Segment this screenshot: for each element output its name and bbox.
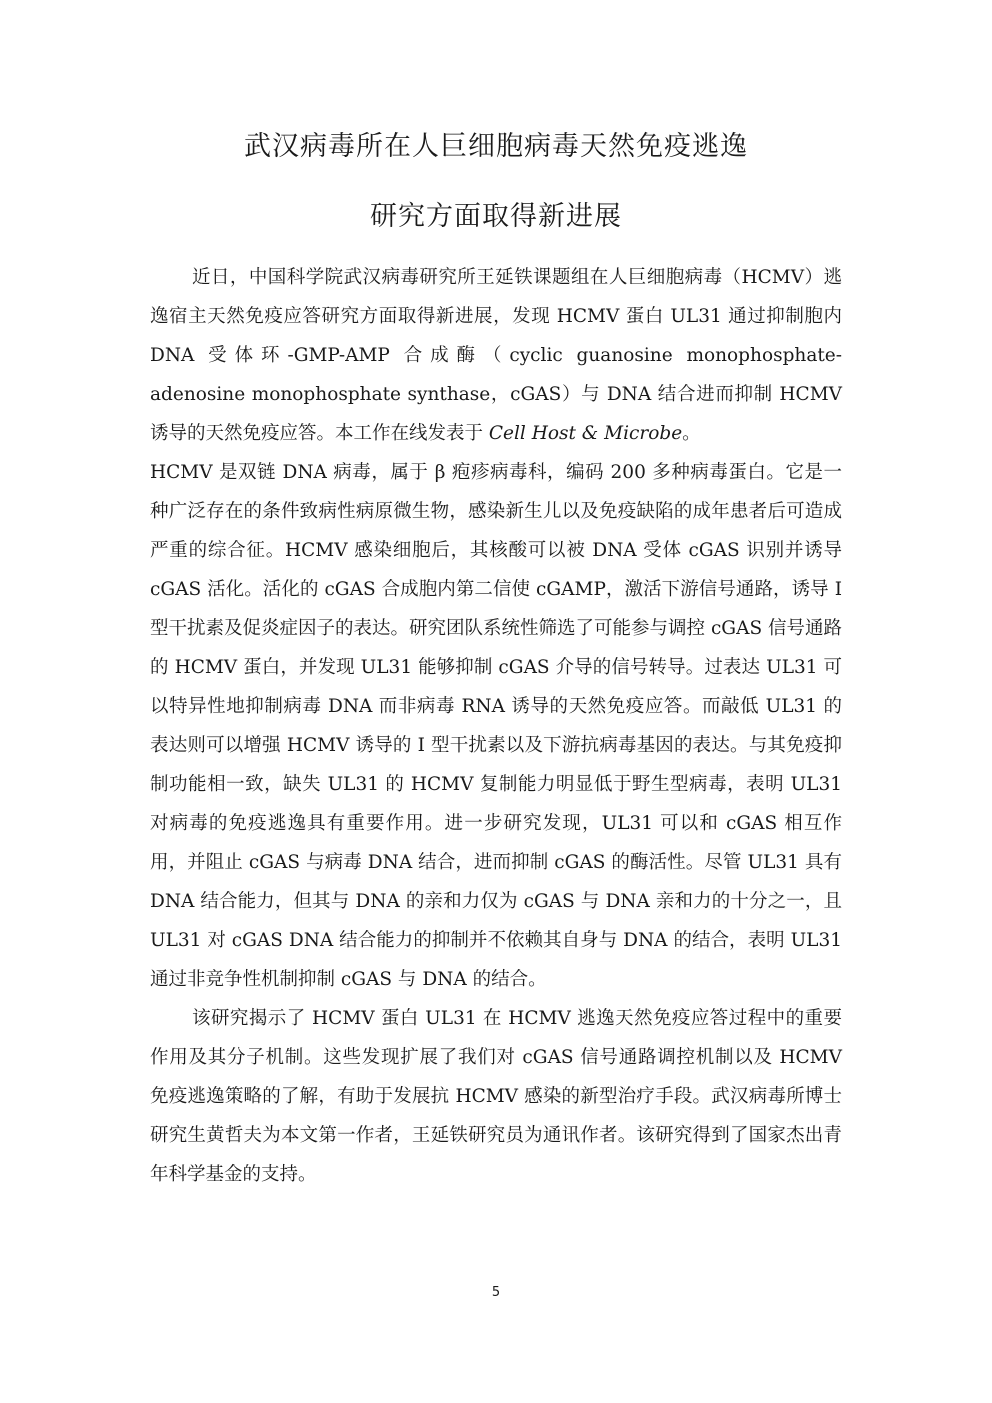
paragraph-1-text: 近日，中国科学院武汉病毒研究所王延铁课题组在人巨细胞病毒（HCMV）逃逸宿主天然免疫应答研究方面取得新进展，发现 HCMV 蛋白 UL31 通过抑制胞内 DNA 受体环-GMP-AMP 合成酶（cyclic guanosine monophosphate-adenosine monophosphate synthase，cGAS）与 DNA 结合进而抑制 HCMV 诱导的天然免疫应答。本工作在线发表于 — [150, 267, 842, 444]
paragraph-1 — [150, 258, 842, 453]
page-number: 5 — [491, 1285, 501, 1300]
article-title-line-1: 武汉病毒所在人巨细胞病毒天然免疫逃逸 — [244, 131, 748, 162]
paragraph-2: HCMV 是双链 DNA 病毒，属于 β 疱疹病毒科，编码 200 多种病毒蛋白。它是一种广泛存在的条件致病性病原微生物，感染新生儿以及免疫缺陷的成年患者后可造成严重的综合征。HCMV 感染细胞后，其核酸可以被 DNA 受体 cGAS 识别并诱导 cGAS 活化。活化的 cGAS 合成胞内第二信使 cGAMP，激活下游信号通路，诱导 I 型干扰素及促炎症因子的表达。研究团队系统性筛选了可能参与调控 cGAS 信号通路的 HCMV 蛋白，并发现 UL31 能够抑制 cGAS 介导的信号转导。过表达 UL31 可以特异性地抑制病毒 DNA 而非病毒 RNA 诱导的天然免疫应答。而敲低 UL31 的表达则可以增强 HCMV 诱导的 I 型干扰素以及下游抗病毒基因的表达。与其免疫抑制功能相一致，缺失 UL31 的 HCMV 复制能力明显低于野生型病毒，表明 UL31 对病毒的免疫逃逸具有重要作用。进一步研究发现，UL31 可以和 cGAS 相互作用，并阻止 cGAS 与病毒 DNA 结合，进而抑制 cGAS 的酶活性。尽管 UL31 具有 DNA 结合能力，但其与 DNA 的亲和力仅为 cGAS 与 DNA 亲和力的十分之一，且 UL31 对 cGAS DNA 结合能力的抑制并不依赖其自身与 DNA 的结合，表明 UL31 通过非竞争性机制抑制 cGAS 与 DNA 的结合。 — [150, 462, 842, 990]
journal-name: Cell Host & Microbe — [488, 423, 683, 444]
article-title-line-2: 研究方面取得新进展 — [370, 201, 622, 232]
paragraph-3: 该研究揭示了 HCMV 蛋白 UL31 在 HCMV 逃逸天然免疫应答过程中的重要作用及其分子机制。这些发现扩展了我们对 cGAS 信号通路调控机制以及 HCMV 免疫逃逸策略的了解，有助于发展抗 HCMV 感染的新型治疗手段。武汉病毒所博士研究生黄哲夫为本文第一作者，王延铁研究员为通讯作者。该研究得到了国家杰出青年科学基金的支持。 — [150, 1008, 842, 1185]
article-body — [150, 258, 842, 1194]
paragraph-1-end: 。 — [682, 423, 701, 444]
